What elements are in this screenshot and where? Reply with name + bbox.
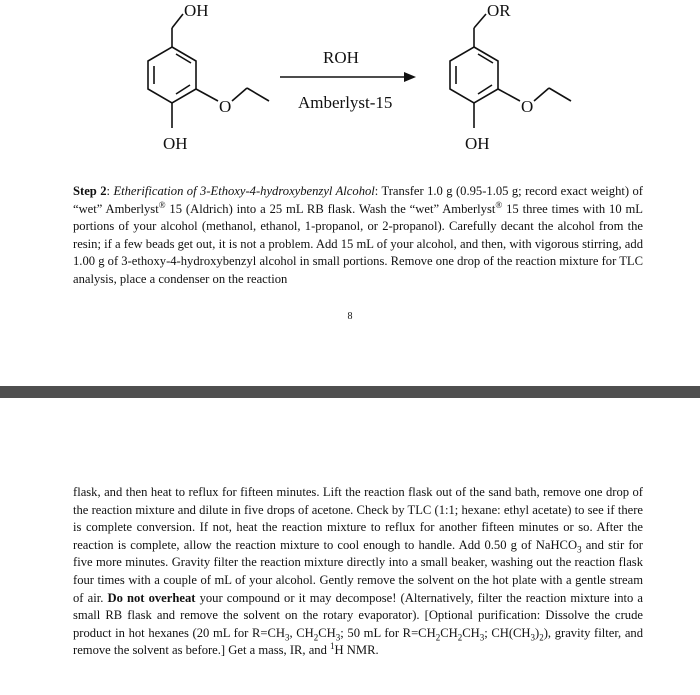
paragraph-text: ) [535,625,540,640]
subscript: 3 [335,632,341,643]
subscript: 2 [457,632,463,643]
paragraph-text: ; CH(CH [484,625,531,640]
paragraph-text: CH [440,625,458,640]
product-ether-oxygen-label: O [521,97,534,116]
subscript: 3 [577,544,582,555]
registered-mark: ® [158,199,166,210]
reaction-scheme [0,0,700,180]
product-top-or-label: OR [487,1,511,20]
reactant-bottom-oh-label: OH [163,134,188,153]
paragraph-text: 15 (Aldrich) into a 25 mL RB flask. Wash the “wet” Amberlyst [165,201,496,216]
paragraph-text: : Transfer 1.0 g (0.95-1.05 g; record exact weight) of “wet” Amberlyst [73,184,644,216]
paragraph-text: your compound or it may decompose! (Alternatively, filter the reaction mixture into a small RB flask and remove the solvent on the rotary evaporator). [Optional purification: Dissolve the crude product in hot hexanes (20 mL for R=CH [73,590,643,640]
product-bottom-oh-label: OH [465,134,490,153]
paragraph-text: CH [462,625,480,640]
product-molecule [450,14,571,128]
paragraph-text: and stir for five more minutes. Gravity filter the reaction mixture directly into a small beaker, washing out the reaction flask four times with a couple of mL of your alcohol. Gently remove the solvent on the hot plate with a gentle stream of air. [73,537,644,605]
subscript: 2 [435,632,441,643]
paragraph-text: 15 three times with 10 mL portions of your alcohol (methanol, ethanol, 1-propanol, or 2-propanol). Carefully decant the alcohol from the resin; if a few beads get out, it is not a problem. Add 15 mL of your alcohol, and then, with vigorous stirring, add 1.00 g of 3-ethoxy-4-hydroxybenzyl alcohol in small portions. Remove one drop of the reaction mixture for TLC analysis, place a condenser on the reaction [73,201,643,286]
paragraph-text: CH [318,625,336,640]
step-title: Etherification of 3-Ethoxy-4-hydroxybenzyl Alcohol [113,184,375,198]
subscript: 3 [530,632,536,643]
subscript: 3 [284,632,290,643]
reactant-top-oh-label: OH [184,1,209,20]
bold-warning: Do not overheat [107,590,196,605]
reaction-arrow [280,72,416,82]
page-number: 8 [347,311,353,322]
paragraph-text: , CH [289,625,314,640]
reagent-roh: ROH [323,48,359,67]
catalyst-amberlyst: Amberlyst-15 [298,93,393,112]
paragraph-text: H NMR. [334,643,379,658]
page-separator [0,386,700,398]
paragraph-text: ), gravity filter, and remove the solvent as before.] Get a mass, IR, and [73,625,644,658]
superscript: 1 [330,641,335,652]
procedure-paragraph-continued [73,484,643,660]
subscript: 2 [313,632,319,643]
reactant-molecule [148,14,269,128]
paragraph-text: flask, and then heat to reflux for fifteen minutes. Lift the reaction flask out of the sand bath, remove one drop of the reaction mixture and dilute in five drops of acetone. Check by TLC (1:1; hexane: ethyl acetate) to see if there is complete conversion. If not, heat the reaction mixture to reflux for another fifteen minutes or so. After the reaction is complete, allow the reaction mixture to cool enough to handle. Add 0.50 g of NaHCO [73,485,643,552]
subscript: 3 [479,632,485,643]
paragraph-text: ; 50 mL for R=CH [340,625,436,640]
reactant-ether-oxygen-label: O [219,97,232,116]
registered-mark: ® [495,199,503,210]
subscript: 2 [539,632,544,643]
document-page-lower [0,398,700,695]
step-label: Step 2 [73,184,107,198]
step-colon: : [106,184,114,198]
procedure-paragraph-step2 [73,183,643,289]
